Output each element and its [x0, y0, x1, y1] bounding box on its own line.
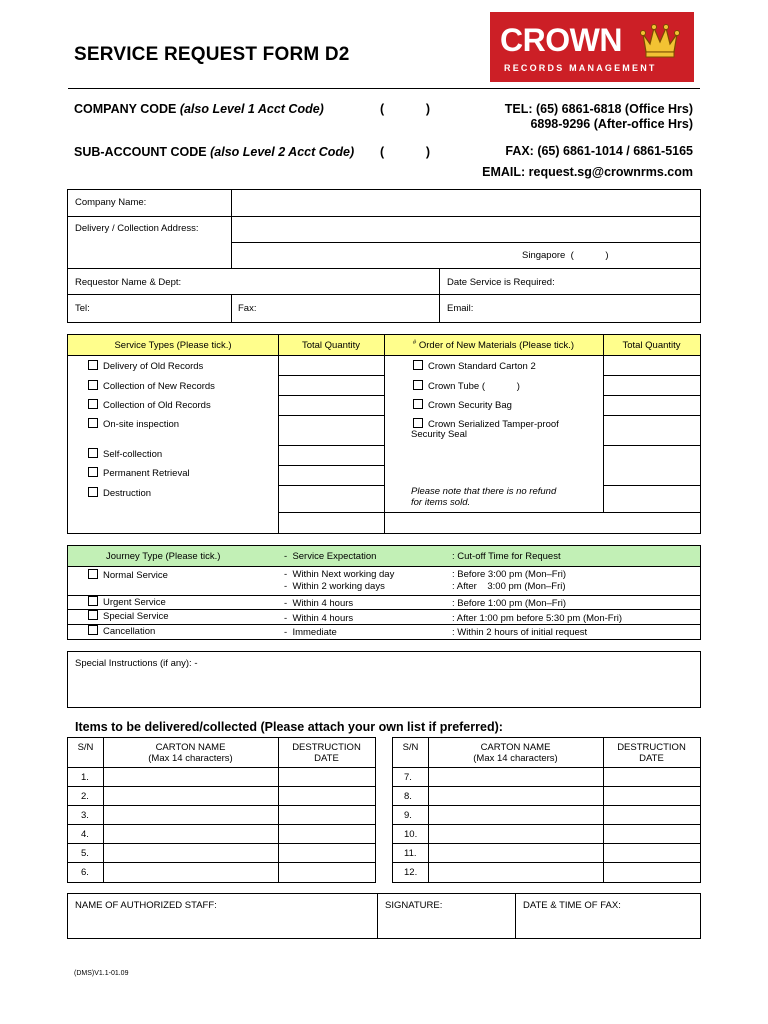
- row-number: 4.: [81, 829, 89, 840]
- checkbox[interactable]: [88, 487, 98, 497]
- checkbox[interactable]: [88, 448, 98, 458]
- service-option-label: Delivery of Old Records: [103, 361, 204, 372]
- checkbox[interactable]: [88, 569, 98, 579]
- service-option-label: Collection of New Records: [103, 381, 215, 392]
- checkbox[interactable]: [88, 399, 98, 409]
- service-option-label: Permanent Retrieval: [103, 468, 190, 479]
- items-table-left: [67, 737, 376, 883]
- destruction-subheader: DATE: [314, 753, 339, 764]
- material-option[interactable]: [413, 380, 520, 392]
- signature-label: SIGNATURE:: [385, 900, 443, 911]
- checkbox[interactable]: [413, 360, 423, 370]
- special-instructions-box[interactable]: [67, 651, 701, 708]
- expectation-text: - Within Next working day: [284, 569, 395, 580]
- sub-account-hint: (also Level 2 Acct Code): [210, 145, 355, 159]
- journey-option[interactable]: [88, 596, 166, 608]
- row-number: 5.: [81, 848, 89, 859]
- row-number: 11.: [404, 848, 417, 859]
- crown-logo: [490, 12, 694, 82]
- service-option-label: On-site inspection: [103, 419, 180, 430]
- sub-account-label: SUB-ACCOUNT CODE: [74, 145, 207, 159]
- sub-account-field[interactable]: ( ): [380, 145, 430, 159]
- material-option-label: Crown Security Bag: [428, 400, 512, 411]
- sn-header: S/N: [77, 742, 94, 753]
- company-name-label: Company Name:: [75, 197, 147, 208]
- address-label: Delivery / Collection Address:: [75, 223, 199, 234]
- email-line: EMAIL: request.sg@crownrms.com: [482, 165, 693, 179]
- journey-option-label: Normal Service: [103, 570, 168, 581]
- order-materials-mark: #: [412, 340, 417, 346]
- cutoff-text: : Before 3:00 pm (Mon–Fri): [452, 569, 567, 580]
- checkbox[interactable]: [413, 380, 423, 390]
- journey-option-label: Urgent Service: [103, 597, 166, 608]
- service-option-label: Self-collection: [103, 449, 163, 460]
- order-materials-header: [384, 340, 603, 351]
- form-title: SERVICE REQUEST FORM D2: [74, 44, 350, 65]
- services-box: [67, 334, 701, 534]
- service-types-header: Service Types (Please tick.): [114, 340, 232, 351]
- material-option-cont: Security Seal: [411, 429, 467, 440]
- total-quantity-header: Total Quantity: [301, 340, 361, 351]
- service-option-label: Destruction: [103, 488, 152, 499]
- row-number: 3.: [81, 810, 89, 821]
- checkbox[interactable]: [88, 380, 98, 390]
- service-option-label: Collection of Old Records: [103, 400, 211, 411]
- checkbox[interactable]: [413, 399, 423, 409]
- row-number: 1.: [81, 772, 89, 783]
- carton-name-subheader: (Max 14 characters): [473, 753, 558, 764]
- authorized-staff-label: NAME OF AUTHORIZED STAFF:: [75, 900, 217, 911]
- row-number: 7.: [404, 772, 412, 783]
- expectation-text: - Immediate: [284, 627, 337, 638]
- special-instructions-label: Special Instructions (if any): -: [75, 658, 198, 669]
- expectation-text: - Within 2 working days: [284, 581, 385, 592]
- tel-label: Tel:: [75, 303, 90, 314]
- cutoff-header: : Cut-off Time for Request: [452, 551, 561, 562]
- checkbox[interactable]: [413, 418, 423, 428]
- service-option[interactable]: [88, 399, 211, 411]
- header-divider: [68, 88, 700, 89]
- row-number: 2.: [81, 791, 89, 802]
- service-option[interactable]: [88, 360, 203, 372]
- material-option[interactable]: [413, 360, 536, 372]
- crown-icon: [640, 22, 680, 60]
- total-quantity-header-2: Total Quantity: [622, 340, 681, 351]
- version-footer: (DMS)V1.1-01.09: [74, 970, 129, 977]
- order-materials-header-text: Order of New Materials (Please tick.): [418, 340, 575, 352]
- row-number: 9.: [404, 810, 412, 821]
- singapore-postal: Singapore ( ): [522, 250, 609, 261]
- company-code-field[interactable]: ( ): [380, 102, 430, 116]
- checkbox[interactable]: [88, 360, 98, 370]
- company-code-label: COMPANY CODE: [74, 102, 177, 116]
- carton-name-subheader: (Max 14 characters): [148, 753, 233, 764]
- journey-option-label: Special Service: [103, 611, 169, 622]
- items-heading: Items to be delivered/collected (Please attach your own list if preferred):: [75, 720, 503, 734]
- logo-word: CROWN: [500, 22, 622, 58]
- service-option[interactable]: [88, 418, 179, 430]
- journey-option-label: Cancellation: [103, 626, 156, 637]
- requestor-label: Requestor Name & Dept:: [75, 277, 182, 288]
- checkbox[interactable]: [88, 610, 98, 620]
- refund-note-line-1: Please note that there is no refund: [411, 486, 557, 497]
- cutoff-text: : Within 2 hours of initial request: [452, 627, 588, 638]
- fax-line: FAX: (65) 6861-1014 / 6861-5165: [505, 144, 693, 158]
- email-label: Email:: [447, 303, 474, 314]
- carton-name-header: CARTON NAME: [480, 742, 551, 753]
- expectation-text: - Within 4 hours: [284, 598, 354, 609]
- date-required-label: Date Service is Required:: [447, 277, 555, 288]
- tel-line-2: 6898-9296 (After-office Hrs): [530, 117, 693, 131]
- cutoff-text: : After 1:00 pm before 5:30 pm (Mon-Fri): [452, 613, 623, 624]
- service-option[interactable]: [88, 467, 190, 479]
- material-option[interactable]: [413, 399, 512, 411]
- cutoff-text: : After 3:00 pm (Mon–Fri): [452, 581, 566, 592]
- carton-name-header: CARTON NAME: [155, 742, 226, 753]
- checkbox[interactable]: [88, 596, 98, 606]
- service-expectation-header: - Service Expectation: [284, 551, 377, 562]
- journey-option[interactable]: [88, 610, 168, 622]
- row-number: 12.: [404, 867, 418, 878]
- signoff-box: [67, 893, 701, 939]
- material-option-label: Crown Standard Carton 2: [428, 361, 536, 372]
- expectation-text: - Within 4 hours: [284, 613, 354, 624]
- sub-account-row: [74, 145, 354, 159]
- row-number: 6.: [81, 867, 89, 878]
- journey-box: [67, 545, 701, 640]
- journey-type-header: Journey Type (Please tick.): [106, 551, 221, 562]
- cutoff-text: : Before 1:00 pm (Mon–Fri): [452, 598, 567, 609]
- logo-subtitle: RECORDS MANAGEMENT: [504, 63, 657, 73]
- refund-note-line-2: for items sold.: [411, 497, 471, 508]
- service-option[interactable]: [88, 487, 151, 499]
- items-table-right: [392, 737, 701, 883]
- company-code-hint: (also Level 1 Acct Code): [179, 102, 324, 116]
- tel-line-1: TEL: (65) 6861-6818 (Office Hrs): [504, 102, 693, 116]
- row-number: 8.: [404, 791, 412, 802]
- checkbox[interactable]: [88, 418, 98, 428]
- material-option-label: Crown Tube ( ): [428, 381, 520, 392]
- sn-header: S/N: [402, 742, 419, 753]
- checkbox[interactable]: [88, 625, 98, 635]
- destruction-header: DESTRUCTION: [292, 742, 361, 753]
- service-option[interactable]: [88, 448, 162, 460]
- fax-label: Fax:: [238, 303, 257, 314]
- service-option[interactable]: [88, 380, 215, 392]
- date-time-fax-label: DATE & TIME OF FAX:: [523, 900, 621, 911]
- destruction-header: DESTRUCTION: [617, 742, 686, 753]
- journey-option[interactable]: [88, 625, 155, 637]
- row-number: 10.: [404, 829, 418, 840]
- checkbox[interactable]: [88, 467, 98, 477]
- destruction-subheader: DATE: [639, 753, 664, 764]
- material-option-label: Crown Serialized Tamper-proof: [428, 419, 559, 430]
- customer-info-box: [67, 189, 701, 323]
- journey-option[interactable]: [88, 569, 168, 581]
- company-code-row: [74, 102, 324, 116]
